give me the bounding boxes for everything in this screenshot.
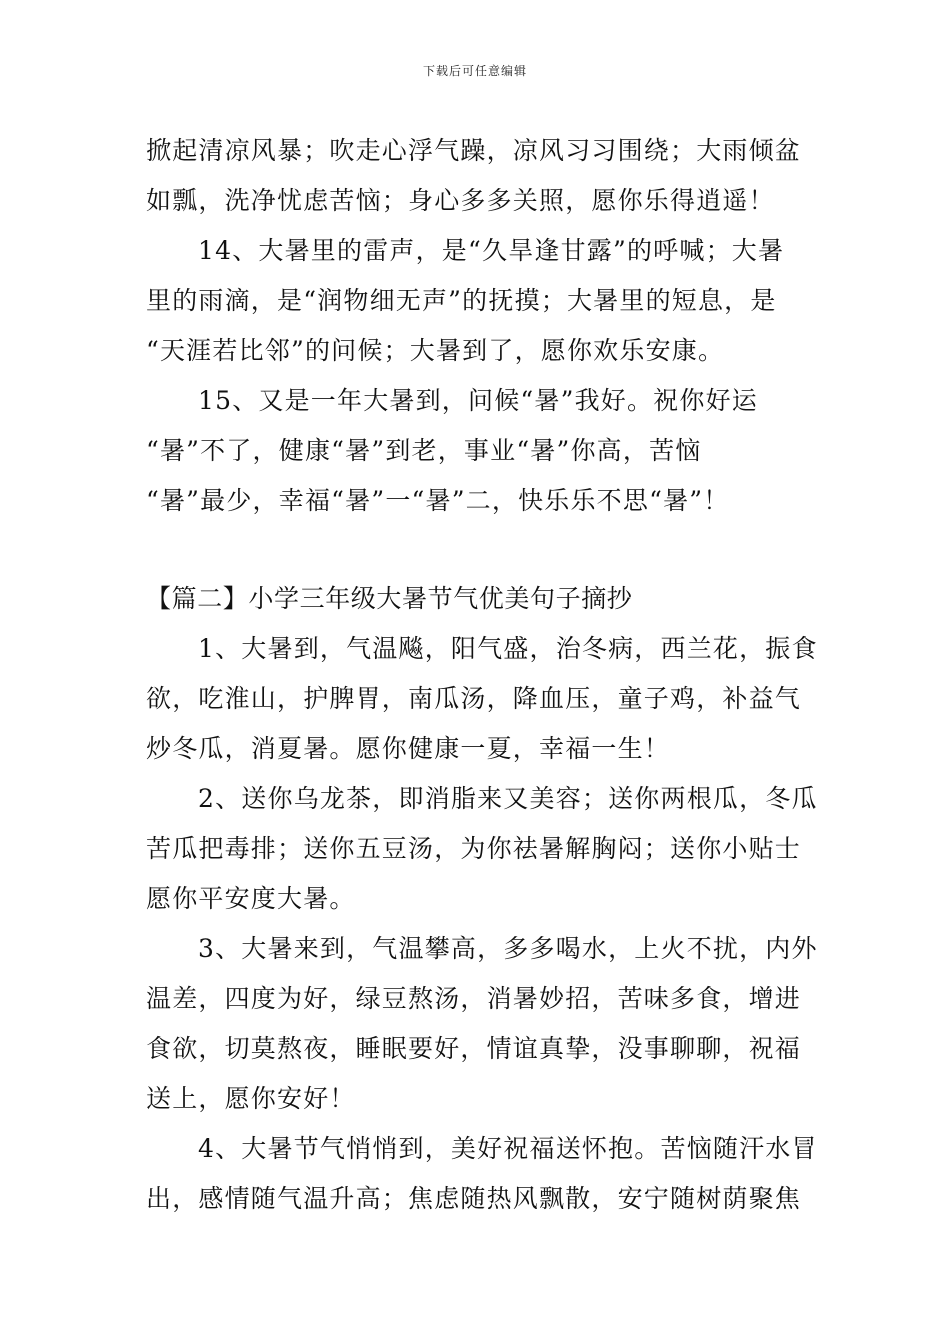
section-heading: 【篇二】小学三年级大暑节气优美句子摘抄 — [146, 584, 633, 613]
paragraph-15-start: 15、又是一年大暑到，问候“暑”我好。祝你好运 — [198, 386, 758, 415]
paragraph-4-start: 4、大暑节气悄悄到，美好祝福送怀抱。苦恼随汗水冒 — [198, 1134, 818, 1163]
text-line: “天涯若比邻”的问候；大暑到了，愿你欢乐安康。 — [146, 336, 725, 365]
text-line: “暑”最少，幸福“暑”一“暑”二，快乐乐不思“暑”！ — [146, 486, 730, 515]
text-line: 食欲，切莫熬夜，睡眠要好，情谊真挚，没事聊聊，祝福 — [146, 1034, 802, 1063]
text-line: 苦瓜把毒排；送你五豆汤，为你祛暑解胸闷；送你小贴士 — [146, 834, 802, 863]
text-line: 炒冬瓜，消夏暑。愿你健康一夏，幸福一生！ — [146, 734, 671, 763]
paragraph-3-start: 3、大暑来到，气温攀高，多多喝水，上火不扰，内外 — [198, 934, 818, 963]
text-line: 欲，吃淮山，护脾胃，南瓜汤，降血压，童子鸡，补益气 — [146, 684, 802, 713]
text-line: 出，感情随气温升高；焦虑随热风飘散，安宁随树荫聚焦 — [146, 1184, 802, 1213]
text-line: 温差，四度为好，绿豆熬汤，消暑妙招，苦味多食，增进 — [146, 984, 802, 1013]
paragraph-1-start: 1、大暑到，气温飚，阳气盛，治冬病，西兰花，振食 — [198, 634, 818, 663]
text-line: 如瓢，洗净忧虑苦恼；身心多多关照，愿你乐得逍遥！ — [146, 186, 775, 215]
text-line: 里的雨滴，是“润物细无声”的抚摸；大暑里的短息，是 — [146, 286, 777, 315]
text-line: 掀起清凉风暴；吹走心浮气躁，凉风习习围绕；大雨倾盆 — [146, 136, 802, 165]
text-line: 愿你平安度大暑。 — [146, 884, 356, 913]
text-line: 送上，愿你安好！ — [146, 1084, 356, 1113]
text-line: “暑”不了，健康“暑”到老，事业“暑”你高，苦恼 — [146, 436, 702, 465]
paragraph-14-start: 14、大暑里的雷声，是“久旱逢甘露”的呼喊；大暑 — [198, 236, 785, 265]
paragraph-2-start: 2、送你乌龙茶，即消脂来又美容；送你两根瓜，冬瓜 — [198, 784, 818, 813]
page-header: 下载后可任意编辑 — [422, 64, 527, 78]
